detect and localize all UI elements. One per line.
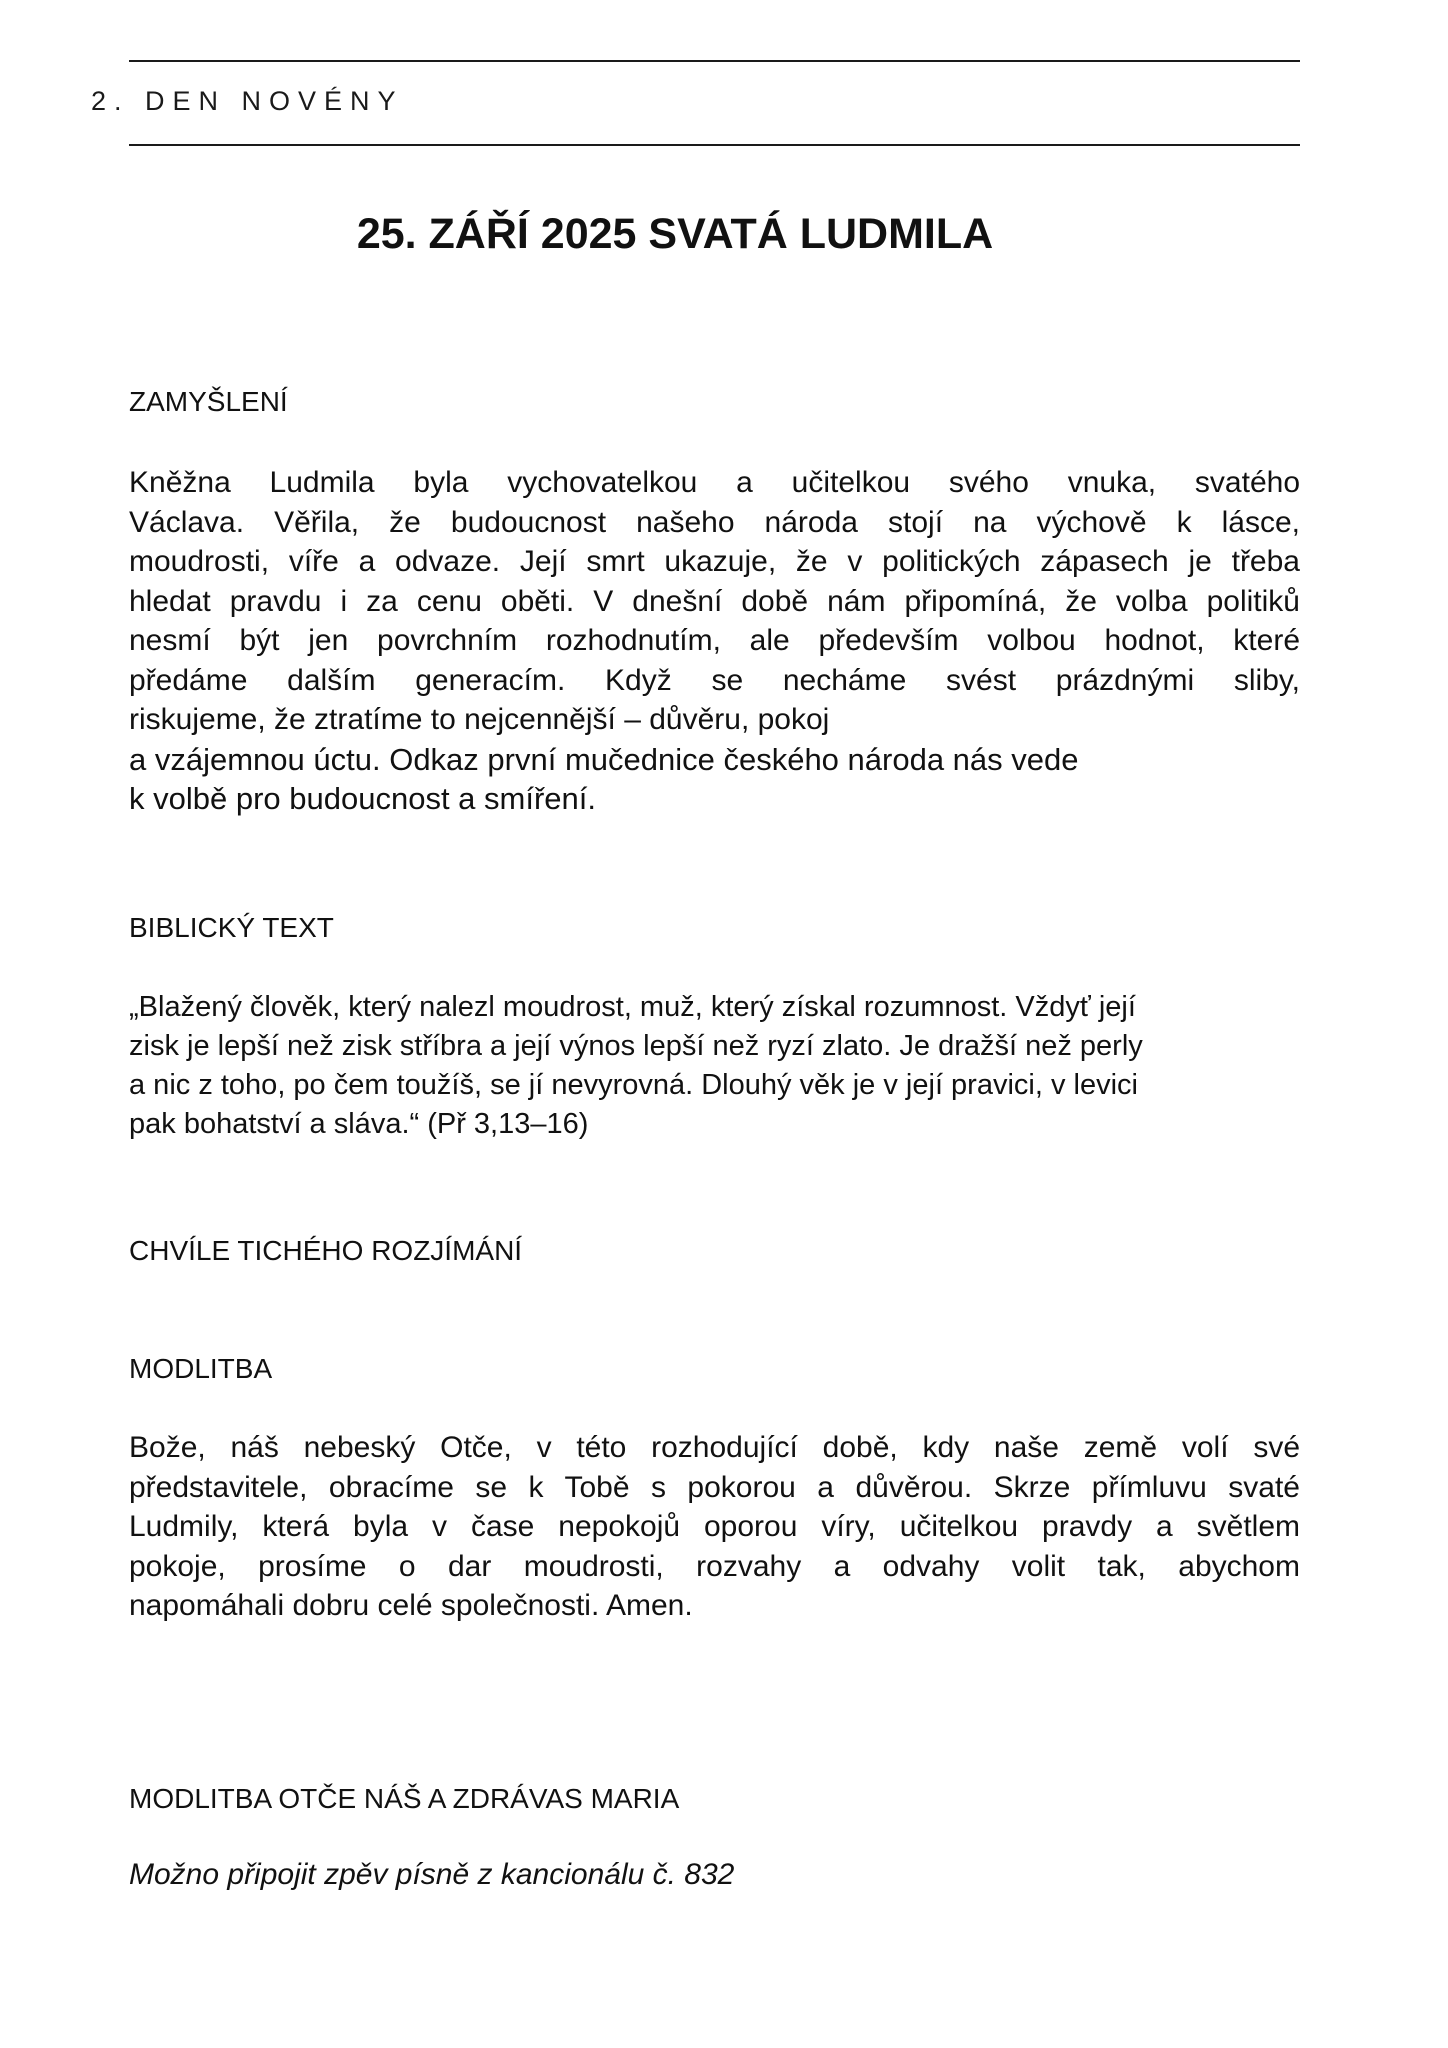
page-title: 25. ZÁŘÍ 2025 SVATÁ LUDMILA [356,210,994,258]
reflection-line: Václava. Věřila, že budoucnost našeho národa stojí na výchově k lásce, [129,505,1300,539]
reflection-line: moudrosti, víře a odvaze. Její smrt ukazuje, že v politických zápasech je třeba [129,545,1300,578]
bible-line: zisk je lepší než zisk stříbra a její výnos lepší než ryzí zlato. Je dražší než perly [129,1030,1143,1062]
prayer-line: Ludmily, která byla v čase nepokojů oporou víry, učitelkou pravdy a světlem [129,1510,1300,1543]
prayer-line: představitele, obracíme se k Tobě s pokorou a důvěrou. Skrze přímluvu svaté [129,1470,1300,1504]
reflection-line: hledat pravdu i za cenu oběti. V dnešní době nám připomíná, že volba politiků [129,584,1300,618]
closing-prayers-heading: MODLITBA OTČE NÁŠ A ZDRÁVAS MARIA [129,1783,680,1814]
prayer-line: Bože, náš nebeský Otče, v této rozhodující době, kdy naše země volí své [129,1431,1300,1464]
prayer-heading: MODLITBA [129,1353,273,1384]
reflection-paragraph [129,463,1300,819]
reflection-line: předáme dalším generacím. Když se necháme svést prázdnými sliby, [129,663,1300,697]
prayer-line: pokoje, prosíme o dar moudrosti, rozvahy a odvahy volit tak, abychom [129,1549,1300,1583]
bible-quote [129,988,1300,1144]
novena-day-label: 2. DEN NOVÉNY [91,86,404,116]
reflection-line: a vzájemnou úctu. Odkaz první mučednice českého národa nás vede [129,741,1079,777]
bible-line: „Blažený člověk, který nalezl moudrost, muž, který získal rozumnost. Vždyť její [129,991,1136,1023]
top-divider [129,60,1300,62]
reflection-line: k volbě pro budoucnost a smíření. [129,781,596,816]
contemplation-heading: CHVÍLE TICHÉHO ROZJÍMÁNÍ [129,1235,523,1266]
prayer-line: napomáhali dobru celé společnosti. Amen. [129,1589,693,1622]
reflection-heading: ZAMYŠLENÍ [129,386,288,417]
prayer-paragraph [129,1428,1300,1626]
reflection-line: Kněžna Ludmila byla vychovatelkou a učitelkou svého vnuka, svatého [129,466,1300,499]
bible-line: a nic z toho, po čem toužíš, se jí nevyrovná. Dlouhý věk je v její pravici, v levici [129,1069,1138,1101]
bible-heading: BIBLICKÝ TEXT [129,912,334,943]
reflection-line: riskujeme, že ztratíme to nejcennější – důvěru, pokoj [129,703,830,736]
reflection-line: nesmí být jen povrchním rozhodnutím, ale především volbou hodnot, které [129,624,1300,657]
hymn-note: Možno připojit zpěv písně z kancionálu č. 832 [129,1858,735,1891]
header-divider [129,144,1300,146]
bible-line: pak bohatství a sláva.“ (Př 3,13–16) [129,1108,589,1140]
